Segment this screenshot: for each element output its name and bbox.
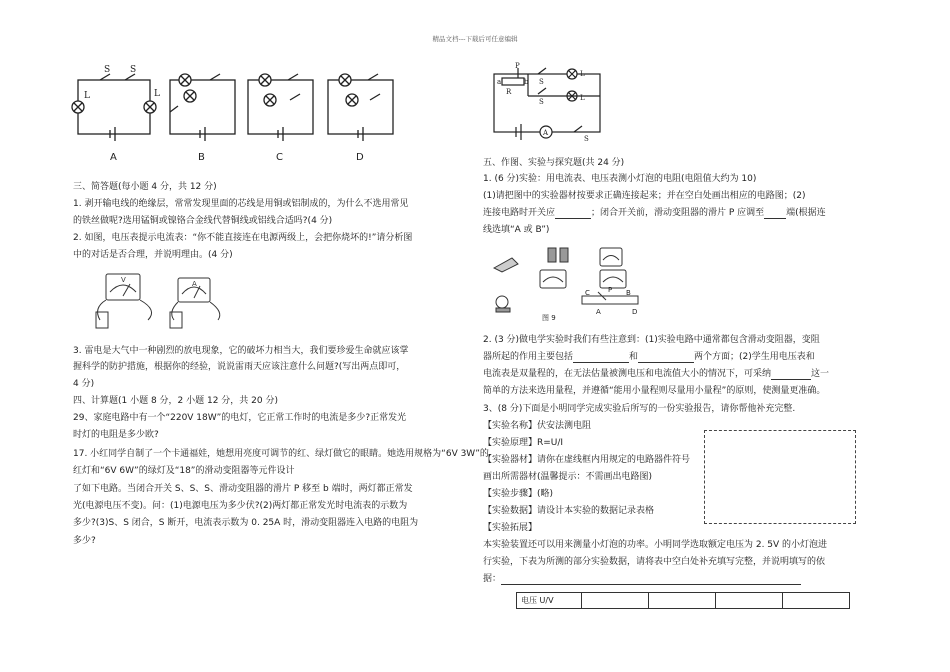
report-equipment-line1: 【实验器材】请你在虚线框内用规定的电路器件符号 bbox=[483, 455, 691, 465]
extension-line3-label: 据： bbox=[483, 574, 502, 584]
q3-1-line1: 1. 剥开输电线的绝缘层，常常发现里面的芯线是用铜或铝制成的，为什么不选用常见 bbox=[73, 199, 409, 209]
q5-2-line2-part2: 和 bbox=[629, 352, 639, 362]
q5-2-line3 bbox=[483, 369, 829, 380]
q5-3-line1: 3、(8 分)下面是小明同学完成实验后所写的一份实验报告，请你帮他补充完整. bbox=[483, 404, 796, 414]
figure-9-label: 图 9 bbox=[542, 314, 556, 322]
q5-2-line2-part3: 两个方面；(2)学生用电压表和 bbox=[694, 352, 815, 362]
apparatus-illustration bbox=[488, 240, 648, 322]
q17-line2: 红灯和“6V 6W”的绿灯及“18”的滑动变阻器等元件设计 bbox=[73, 466, 295, 476]
extension-line3 bbox=[483, 574, 801, 585]
voltage-table bbox=[516, 592, 850, 609]
table-cell[interactable] bbox=[649, 593, 716, 609]
option-a-lamp1-label: L bbox=[84, 91, 90, 101]
q3-2-line1: 2. 如图，电压表提示电流表：“你不能直接连在电源两级上，会把你烧坏的!”请分析图 bbox=[73, 233, 413, 243]
report-equipment-line2: 画出所需器材(温馨提示：不需画出电路图) bbox=[483, 472, 653, 482]
rheostat-d-label: D bbox=[632, 308, 638, 316]
option-a-label: A bbox=[110, 152, 117, 163]
report-principle: 【实验原理】R=U/I bbox=[483, 438, 564, 448]
section-4-title: 四、计算题(1 小题 8 分，2 小题 12 分，共 20 分) bbox=[73, 396, 278, 406]
q29-line1: 29、家庭电路中有一个“220V 18W”的电灯，它正常工作时的电流是多少?正常发光 bbox=[73, 413, 407, 423]
table-cell[interactable] bbox=[783, 593, 850, 609]
q5-1-line4: 线选填“A 或 B”) bbox=[483, 225, 550, 235]
table-row bbox=[517, 593, 850, 609]
q17-line1: 17. 小红同学自制了一个卡通福娃，她想用亮度可调节的红、绿灯做它的眼睛。她选用规格为“6V 3W”的 bbox=[73, 449, 489, 459]
q17-line6: 多少? bbox=[73, 536, 96, 546]
rheostat-a-label: A bbox=[596, 308, 601, 316]
report-name: 【实验名称】伏安法测电阻 bbox=[483, 421, 592, 431]
q17-line5: 多少?(3)S、S 闭合，S 断开，电流表示数为 0. 25A 时，滑动变阻器连入电路的电阻为 bbox=[73, 518, 419, 528]
q5-1-line3-part1: 连接电路时开关应 bbox=[483, 208, 556, 218]
rheostat-c-label: C bbox=[585, 289, 590, 297]
report-extension: 【实验拓展】 bbox=[483, 523, 538, 533]
ammeter-a-label: A bbox=[543, 129, 549, 137]
q5-1-line3-part3: 端(根据连 bbox=[786, 208, 826, 218]
q5-1-line2: (1)请把图中的实验器材按要求正确连接起来；并在空白处画出相应的电路图；(2) bbox=[483, 191, 806, 201]
q5-2-line2-part1: 器所起的作用主要包括 bbox=[483, 352, 574, 362]
q17-line3: 了如下电路。当闭合开关 S、S、S、滑动变阻器的滑片 P 移至 b 端时，两灯都正常发 bbox=[73, 484, 413, 494]
lamp-l2-label: L bbox=[580, 94, 585, 102]
rheostat-circuit-diagram bbox=[488, 62, 613, 142]
q5-2-line3-part1: 电流表是双量程的，在无法估量被测电压和电流值大小的情况下，可采纳 bbox=[483, 369, 772, 379]
q5-1-line3 bbox=[483, 208, 826, 219]
slider-p-label: P bbox=[515, 62, 520, 70]
option-c-label: C bbox=[276, 152, 283, 163]
circuit-options-diagram bbox=[70, 62, 400, 172]
meters-illustration bbox=[88, 268, 248, 336]
q3-3-line3: 4 分) bbox=[73, 379, 95, 389]
option-b-label: B bbox=[198, 152, 205, 163]
table-cell[interactable] bbox=[582, 593, 649, 609]
q17-line4: 光(电源电压不变)。问：(1)电源电压为多少伏?(2)两灯都正常发光时电流表的示数为 bbox=[73, 501, 408, 511]
end-a-label: a bbox=[497, 78, 502, 86]
rheostat-label: R bbox=[506, 88, 512, 96]
section-3-title: 三、简答题(每小题 4 分，共 12 分) bbox=[73, 182, 217, 192]
voltmeter-label: V bbox=[121, 276, 126, 284]
equipment-drawing-box bbox=[704, 430, 856, 524]
option-a-lamp2-label: L bbox=[154, 89, 160, 99]
q5-2-line3-part2: 这一 bbox=[811, 369, 830, 379]
answer-blank-basis bbox=[501, 575, 801, 585]
q3-3-line2: 握科学的防护措施，根据你的经验，说说雷雨天应该注意什么问题?(写出两点即可， bbox=[73, 362, 406, 372]
answer-blank-method bbox=[771, 370, 811, 380]
q5-2-line2 bbox=[483, 352, 815, 363]
q3-2-line2: 中的对话是否合理，并说明理由。(4 分) bbox=[73, 250, 233, 260]
rheostat-b-label: B bbox=[626, 289, 631, 297]
answer-blank-function2 bbox=[638, 353, 694, 363]
q29-line2: 时灯的电阻是多少欧? bbox=[73, 430, 159, 440]
option-a-switch2-label: S bbox=[130, 65, 137, 75]
q5-1-line3-part2: ；闭合开关前，滑动变阻器的滑片 P 应调至 bbox=[591, 208, 765, 218]
end-b-label: b bbox=[524, 78, 529, 86]
section-5-title: 五、作图、实验与探究题(共 24 分) bbox=[483, 158, 625, 168]
answer-blank-switch bbox=[555, 209, 591, 219]
extension-line2: 行实验，下表为所测的部分实验数据，请将表中空白处补充填写完整，并说明填写的依 bbox=[483, 557, 826, 567]
lamp-l1-label: L bbox=[580, 70, 585, 78]
option-a-switch1-label: S bbox=[104, 65, 111, 75]
switch-s1-label: S bbox=[539, 98, 544, 106]
switch-s-label: S bbox=[584, 135, 589, 142]
answer-blank-function1 bbox=[573, 353, 629, 363]
option-d-label: D bbox=[356, 152, 364, 163]
q3-3-line1: 3. 雷电是大气中一种剧烈的放电现象，它的破坏力相当大，我们要珍爱生命就应该掌 bbox=[73, 346, 409, 356]
table-cell[interactable] bbox=[716, 593, 783, 609]
ammeter-label: A bbox=[192, 280, 197, 288]
switch-s2-label: S bbox=[539, 78, 544, 86]
q5-2-line4: 简单的方法来选用量程，并遵循“能用小量程则尽量用小量程”的原则，使测量更准确。 bbox=[483, 386, 826, 396]
report-data: 【实验数据】请设计本实验的数据记录表格 bbox=[483, 506, 655, 516]
report-steps: 【实验步骤】(略) bbox=[483, 489, 554, 499]
extension-line1: 本实验装置还可以用来测量小灯泡的功率。小明同学选取额定电压为 2. 5V 的小灯泡进 bbox=[483, 540, 828, 550]
page-header: 精品文档---下载后可任意编辑 bbox=[432, 35, 518, 43]
rheostat-p-label: P bbox=[608, 286, 613, 294]
table-header-voltage: 电压 U/V bbox=[517, 593, 582, 609]
q5-1-line1: 1. (6 分)实验：用电流表、电压表测小灯泡的电阻(电阻值大约为 10) bbox=[483, 174, 757, 184]
answer-blank-end bbox=[764, 209, 786, 219]
q5-2-line1: 2. (3 分)做电学实验时我们有些注意到：(1)实验电路中通常都包含滑动变阻器，变阻 bbox=[483, 335, 820, 345]
q3-1-line2: 的铁丝做呢?选用锰铜或镍铬合金线代替铜线或铝线合适吗?(4 分) bbox=[73, 216, 333, 226]
